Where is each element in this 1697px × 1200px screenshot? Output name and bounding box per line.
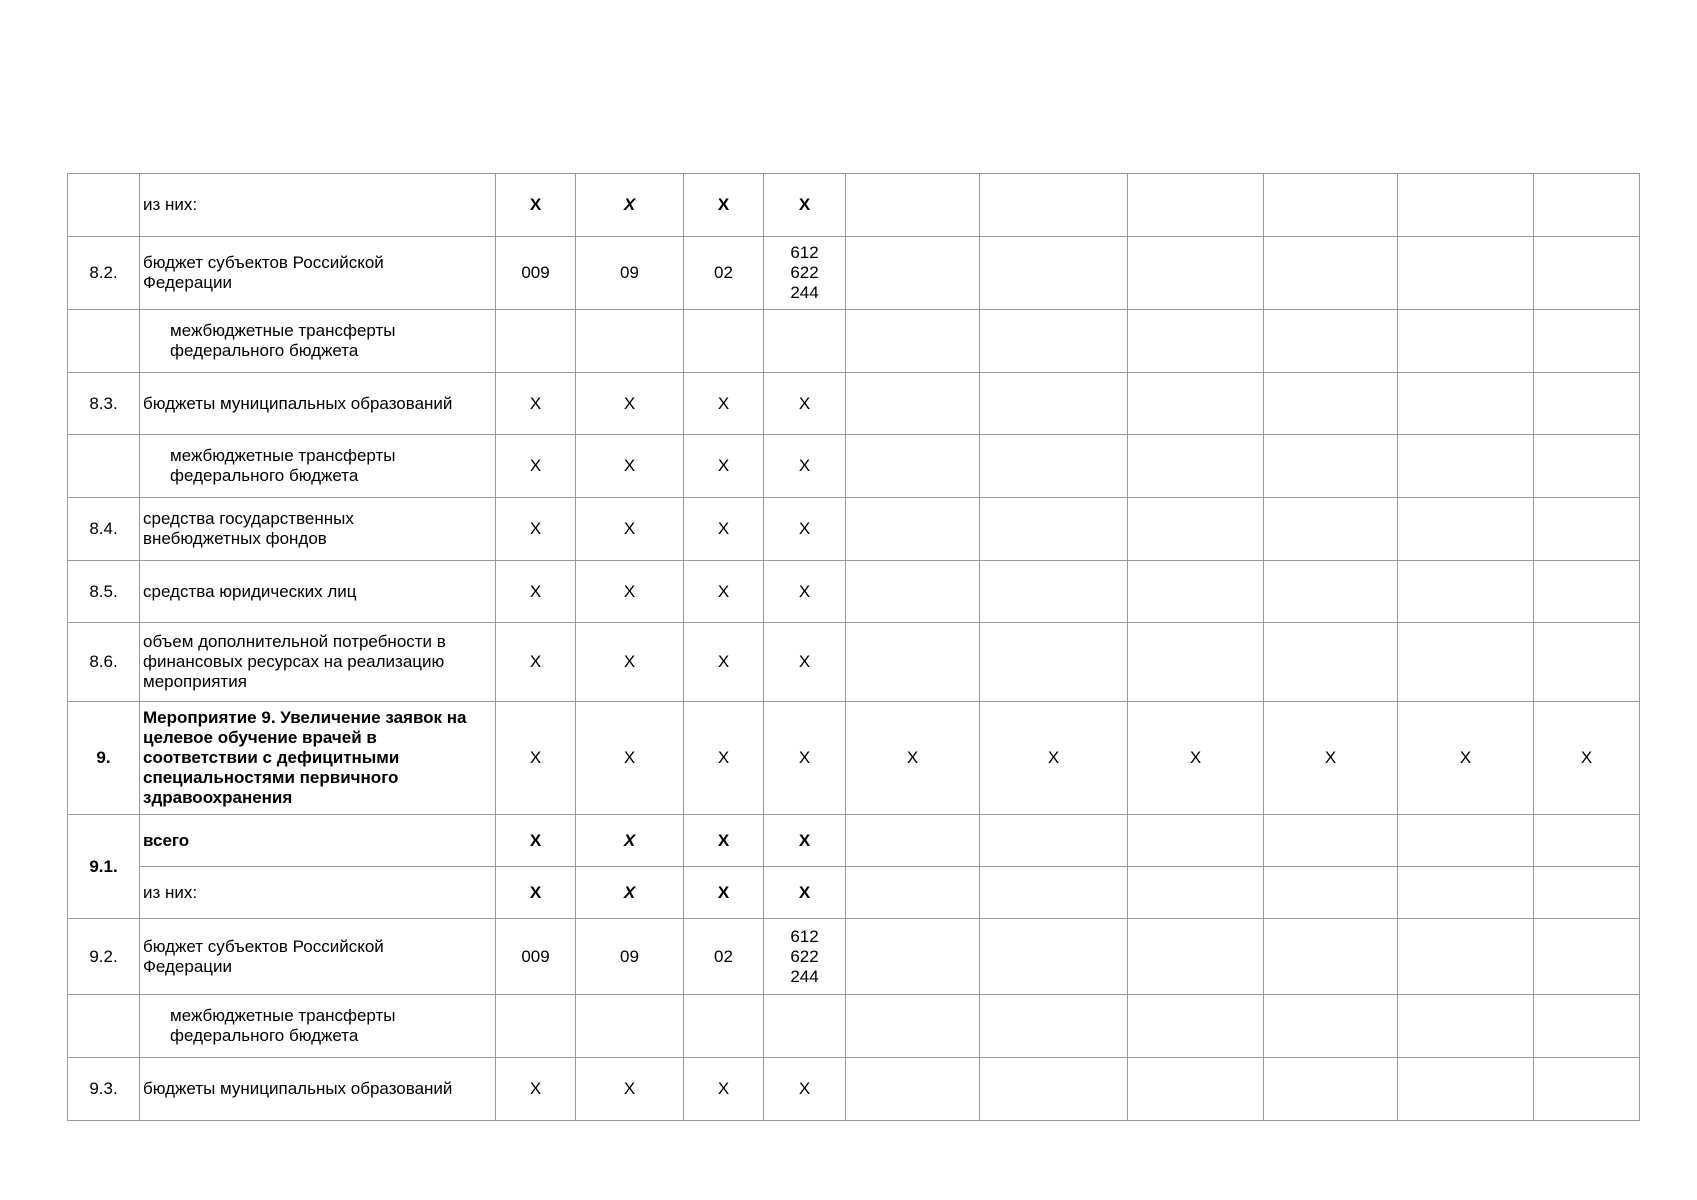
value-cell: [1398, 373, 1534, 435]
code-vr: X: [764, 867, 846, 919]
value-cell: [1128, 435, 1264, 498]
value-cell: [1398, 919, 1534, 995]
table-row: [68, 373, 1640, 435]
row-number: 9.: [68, 702, 140, 815]
code-vr: X: [764, 373, 846, 435]
value-cell: [846, 815, 980, 867]
value-cell: [846, 561, 980, 623]
code-rz: X: [576, 373, 684, 435]
code-pr: X: [684, 373, 764, 435]
code-pr: X: [684, 867, 764, 919]
code-rz: X: [576, 1058, 684, 1121]
code-grbs: X: [496, 867, 576, 919]
code-rz: X: [576, 561, 684, 623]
value-cell: [980, 815, 1128, 867]
code-vr: X: [764, 174, 846, 237]
code-vr: X: [764, 435, 846, 498]
value-cell: [1264, 435, 1398, 498]
code-grbs: [496, 995, 576, 1058]
value-cell: [1264, 867, 1398, 919]
code-vr: X: [764, 498, 846, 561]
value-cell: X: [980, 702, 1128, 815]
value-cell: [1128, 174, 1264, 237]
code-vr: [764, 995, 846, 1058]
code-pr: X: [684, 1058, 764, 1121]
row-number: 8.4.: [68, 498, 140, 561]
value-cell: [1534, 435, 1640, 498]
value-cell: [1398, 561, 1534, 623]
code-rz: X: [576, 623, 684, 702]
value-cell: [1398, 237, 1534, 310]
value-cell: [980, 1058, 1128, 1121]
value-cell: [1128, 867, 1264, 919]
value-cell: [1128, 498, 1264, 561]
row-number: 9.2.: [68, 919, 140, 995]
value-cell: [1264, 1058, 1398, 1121]
value-cell: [1264, 498, 1398, 561]
row-number: 8.2.: [68, 237, 140, 310]
value-cell: [980, 373, 1128, 435]
code-pr: X: [684, 174, 764, 237]
row-number: 8.6.: [68, 623, 140, 702]
table-row: [68, 174, 1640, 237]
value-cell: [1128, 995, 1264, 1058]
value-cell: [1534, 815, 1640, 867]
value-cell: [1534, 174, 1640, 237]
value-cell: [846, 623, 980, 702]
value-cell: [1128, 919, 1264, 995]
value-cell: [846, 174, 980, 237]
code-grbs: X: [496, 174, 576, 237]
value-cell: [980, 498, 1128, 561]
row-name: средства государственных внебюджетных фондов: [140, 498, 496, 561]
value-cell: [846, 919, 980, 995]
code-pr: X: [684, 815, 764, 867]
row-name: Мероприятие 9. Увеличение заявок на целевое обучение врачей в соответствии с дефицитными специальностями первичного здравоохранения: [140, 702, 496, 815]
value-cell: [846, 498, 980, 561]
budget-table: [67, 173, 1640, 1121]
value-cell: X: [1534, 702, 1640, 815]
value-cell: [846, 1058, 980, 1121]
code-rz: 09: [576, 919, 684, 995]
code-vr: X: [764, 702, 846, 815]
code-grbs: [496, 310, 576, 373]
value-cell: [980, 435, 1128, 498]
value-cell: [846, 995, 980, 1058]
row-number: [68, 310, 140, 373]
value-cell: [1398, 995, 1534, 1058]
code-pr: [684, 995, 764, 1058]
value-cell: [1128, 623, 1264, 702]
value-cell: [1398, 815, 1534, 867]
code-grbs: X: [496, 373, 576, 435]
row-number: 8.5.: [68, 561, 140, 623]
code-vr: 612 622 244: [764, 237, 846, 310]
table-row: [68, 995, 1640, 1058]
row-number: 9.3.: [68, 1058, 140, 1121]
row-number: 9.1.: [68, 815, 140, 919]
value-cell: [846, 237, 980, 310]
value-cell: [1398, 174, 1534, 237]
table-row: [68, 237, 1640, 310]
row-number: [68, 995, 140, 1058]
code-grbs: 009: [496, 919, 576, 995]
table-row: [68, 310, 1640, 373]
value-cell: [846, 435, 980, 498]
code-rz: 09: [576, 237, 684, 310]
row-name: объем дополнительной потребности в финансовых ресурсах на реализацию мероприятия: [140, 623, 496, 702]
value-cell: [1534, 373, 1640, 435]
code-grbs: 009: [496, 237, 576, 310]
row-number: [68, 435, 140, 498]
code-grbs: X: [496, 702, 576, 815]
value-cell: [1534, 561, 1640, 623]
value-cell: [980, 995, 1128, 1058]
value-cell: [1534, 623, 1640, 702]
table-row: [68, 919, 1640, 995]
value-cell: [980, 867, 1128, 919]
row-name: средства юридических лиц: [140, 561, 496, 623]
value-cell: [1264, 237, 1398, 310]
value-cell: [980, 237, 1128, 310]
code-rz: X: [576, 702, 684, 815]
value-cell: [1264, 561, 1398, 623]
value-cell: [846, 373, 980, 435]
value-cell: [1264, 995, 1398, 1058]
table-row: [68, 498, 1640, 561]
code-pr: X: [684, 498, 764, 561]
code-vr: X: [764, 815, 846, 867]
table-row: [68, 867, 1640, 919]
table-row: [68, 1058, 1640, 1121]
code-vr: X: [764, 561, 846, 623]
code-pr: X: [684, 702, 764, 815]
code-grbs: X: [496, 1058, 576, 1121]
value-cell: [1264, 373, 1398, 435]
value-cell: X: [846, 702, 980, 815]
value-cell: [980, 310, 1128, 373]
value-cell: [1264, 623, 1398, 702]
value-cell: [1128, 1058, 1264, 1121]
value-cell: [980, 919, 1128, 995]
code-pr: 02: [684, 919, 764, 995]
value-cell: [1128, 815, 1264, 867]
value-cell: [1534, 919, 1640, 995]
code-grbs: X: [496, 815, 576, 867]
value-cell: [1398, 310, 1534, 373]
code-vr: 612 622 244: [764, 919, 846, 995]
table-row: [68, 702, 1640, 815]
code-pr: X: [684, 623, 764, 702]
row-name: бюджет субъектов Российской Федерации: [140, 237, 496, 310]
value-cell: [1398, 435, 1534, 498]
value-cell: [1534, 995, 1640, 1058]
code-rz: X: [576, 498, 684, 561]
table-row: [68, 815, 1640, 867]
code-vr: [764, 310, 846, 373]
value-cell: [1398, 867, 1534, 919]
code-grbs: X: [496, 561, 576, 623]
value-cell: X: [1264, 702, 1398, 815]
row-name: межбюджетные трансферты федерального бюджета: [140, 435, 496, 498]
value-cell: [1534, 237, 1640, 310]
code-rz: [576, 310, 684, 373]
row-name: бюджет субъектов Российской Федерации: [140, 919, 496, 995]
value-cell: [1128, 310, 1264, 373]
row-name: всего: [140, 815, 496, 867]
value-cell: [980, 174, 1128, 237]
value-cell: [1534, 1058, 1640, 1121]
value-cell: [1128, 237, 1264, 310]
value-cell: X: [1398, 702, 1534, 815]
row-name: бюджеты муниципальных образований: [140, 1058, 496, 1121]
table-row: [68, 623, 1640, 702]
row-name: из них:: [140, 867, 496, 919]
row-name: межбюджетные трансферты федерального бюджета: [140, 995, 496, 1058]
value-cell: [1398, 1058, 1534, 1121]
row-number: [68, 174, 140, 237]
code-rz: [576, 995, 684, 1058]
code-pr: X: [684, 561, 764, 623]
value-cell: [846, 310, 980, 373]
row-name: межбюджетные трансферты федерального бюджета: [140, 310, 496, 373]
value-cell: [846, 867, 980, 919]
row-name: бюджеты муниципальных образований: [140, 373, 496, 435]
value-cell: [1264, 310, 1398, 373]
value-cell: [1398, 623, 1534, 702]
code-rz: X: [576, 435, 684, 498]
value-cell: X: [1128, 702, 1264, 815]
value-cell: [1398, 498, 1534, 561]
code-grbs: X: [496, 435, 576, 498]
table-row: [68, 435, 1640, 498]
value-cell: [980, 561, 1128, 623]
value-cell: [1128, 561, 1264, 623]
row-name: из них:: [140, 174, 496, 237]
code-rz: X: [576, 815, 684, 867]
code-grbs: X: [496, 498, 576, 561]
value-cell: [1128, 373, 1264, 435]
code-rz: X: [576, 174, 684, 237]
value-cell: [1264, 815, 1398, 867]
code-pr: 02: [684, 237, 764, 310]
code-rz: X: [576, 867, 684, 919]
value-cell: [980, 623, 1128, 702]
code-pr: [684, 310, 764, 373]
value-cell: [1264, 174, 1398, 237]
code-vr: X: [764, 1058, 846, 1121]
code-pr: X: [684, 435, 764, 498]
table-row: [68, 561, 1640, 623]
value-cell: [1534, 498, 1640, 561]
value-cell: [1534, 310, 1640, 373]
code-vr: X: [764, 623, 846, 702]
value-cell: [1264, 919, 1398, 995]
code-grbs: X: [496, 623, 576, 702]
value-cell: [1534, 867, 1640, 919]
row-number: 8.3.: [68, 373, 140, 435]
